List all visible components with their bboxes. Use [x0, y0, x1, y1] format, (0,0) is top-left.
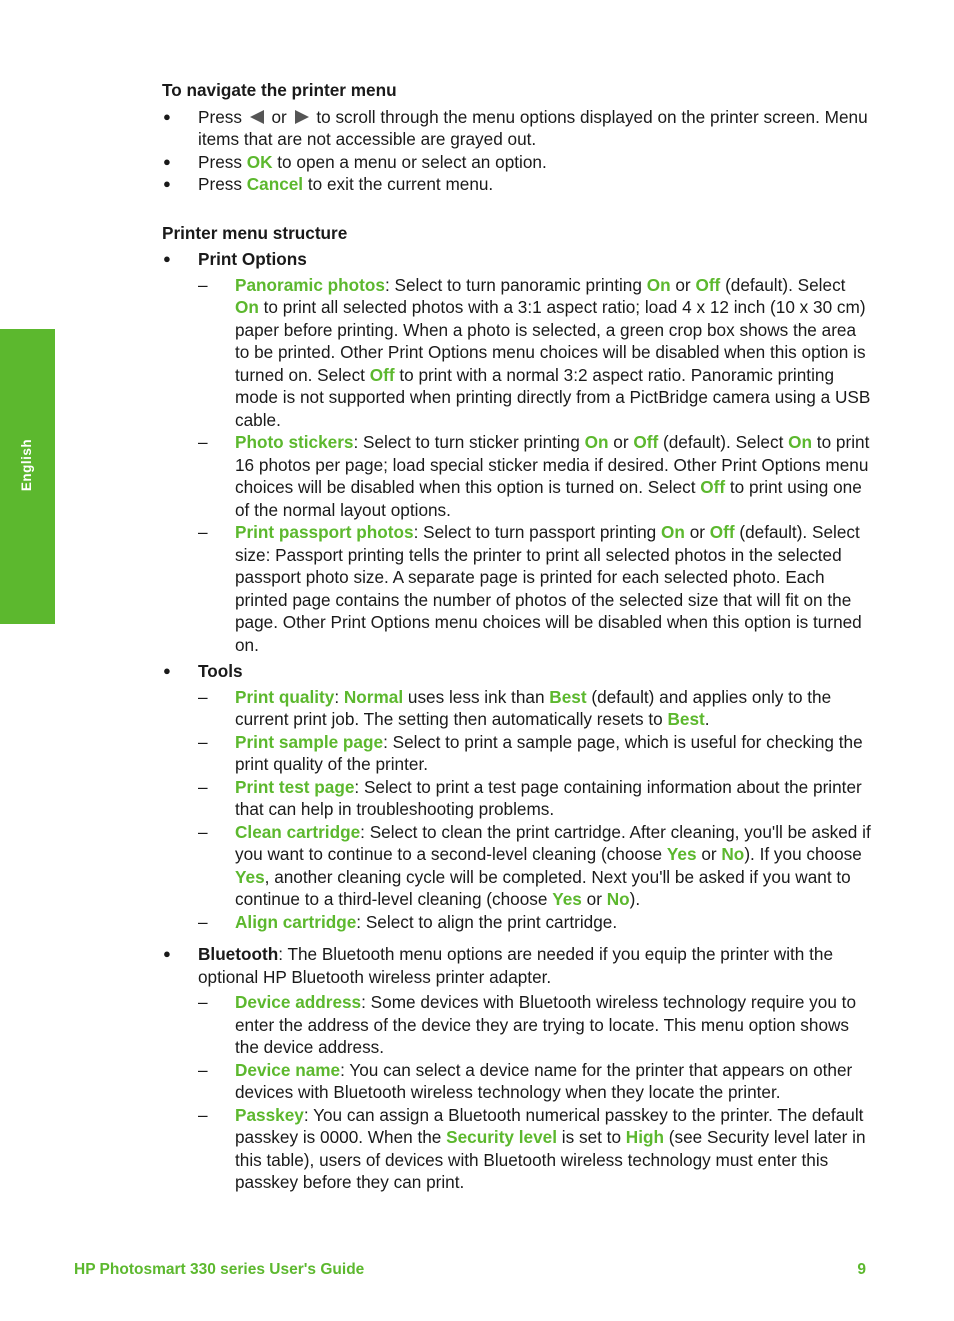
structure-heading: Printer menu structure [162, 222, 348, 243]
cancel-key-label: Cancel [246, 174, 304, 194]
print-options-list [198, 274, 872, 657]
nav-item-scroll: ● Press or to scroll through the menu options displayed on the printer screen. Menu items that are not accessible are grayed out. [162, 106, 872, 151]
device-name-item: – Device name: You can select a device name for the printer that appears on other devices with Bluetooth wireless technology when they locate the printer. [198, 1059, 872, 1104]
bluetooth-intro: ● Bluetooth: The Bluetooth menu options are needed if you equip the printer with the optional HP Bluetooth wireless printer adapter. [198, 944, 834, 987]
left-arrow-icon [250, 110, 264, 124]
page-footer [74, 1259, 866, 1282]
tools-title: ● Tools [198, 661, 243, 681]
nav-item-ok: ● Press OK to open a menu or select an option. [162, 151, 872, 174]
tools-section [162, 660, 872, 933]
print-quality-item: – Print quality: Normal uses less ink than Best (default) and applies only to the current print job. The setting then automatically resets to Best. [198, 686, 872, 731]
passkey-item: – Passkey: You can assign a Bluetooth numerical passkey to the printer. The default passkey is 0000. When the Security level is set to High (see Security level later in this table), users of devices with Bluetooth wireless technology must enter this passkey before they can print. [198, 1104, 872, 1194]
clean-cartridge-item: – Clean cartridge: Select to clean the print cartridge. After cleaning, you'll be asked if you want to continue to a second-level cleaning (choose Yes or No). If you choose Yes, another cleaning cycle will be completed. Next you'll be asked if you want to continue to a third-level cleaning (choose Yes or No). [198, 821, 872, 911]
align-cartridge-item: – Align cartridge: Select to align the print cartridge. [198, 911, 872, 934]
nav-item-cancel: ● Press Cancel to exit the current menu. [162, 173, 872, 196]
nav-heading: To navigate the printer menu [162, 80, 397, 100]
page-content [162, 79, 872, 1194]
footer-title: HP Photosmart 330 series User's Guide [74, 1261, 365, 1278]
right-arrow-icon [295, 110, 309, 124]
print-options-section [162, 248, 872, 656]
bluetooth-section [162, 943, 872, 1194]
device-address-item: – Device address: Some devices with Bluetooth wireless technology require you to enter the address of the device they are trying to locate. This menu option shows the device address. [198, 991, 872, 1059]
print-test-page-item: – Print test page: Select to print a test page containing information about the printer that can help in troubleshooting problems. [198, 776, 872, 821]
passport-photos-item: – Print passport photos: Select to turn passport printing On or Off (default). Select size: Passport printing tells the printer to print all selected photos in the selected passport photo size. A separate page is printed for each selected photo. Each printed page contains the number of photos of the selected size that will fit on the page. Other Print Options menu choices will be disabled when this option is turned on. [198, 521, 872, 656]
print-sample-page-item: – Print sample page: Select to print a sample page, which is useful for checking the print quality of the printer. [198, 731, 872, 776]
ok-key-label: OK [246, 151, 273, 172]
structure-list [162, 248, 872, 1194]
bluetooth-list [198, 991, 872, 1194]
print-options-title: ● Print Options [198, 249, 307, 269]
tools-list [198, 686, 872, 934]
panoramic-photos-item: – Panoramic photos: Select to turn panoramic printing On or Off (default). Select On to print all selected photos with a 3:1 aspect ratio; load 4 x 12 inch (10 x 30 cm) paper before printing. When a photo is selected, a green crop box shows the area to be printed. Other Print Options menu choices will be disabled when this option is turned on. Select Off to print with a normal 3:2 aspect ratio. Panoramic printing mode is not supported when printing directly from a PictBridge camera using a USB cable. [198, 274, 872, 432]
page-number: 9 [857, 1261, 866, 1278]
language-tab-label: English [18, 438, 34, 492]
photo-stickers-item: – Photo stickers: Select to turn sticker printing On or Off (default). Select On to print 16 photos per page; load special sticker media if desired. Other Print Options menu choices will be disabled when this option is turned on. Select Off to print using one of the normal layout options. [198, 431, 872, 521]
nav-list [162, 106, 872, 196]
bluetooth-title: Bluetooth [198, 944, 279, 964]
